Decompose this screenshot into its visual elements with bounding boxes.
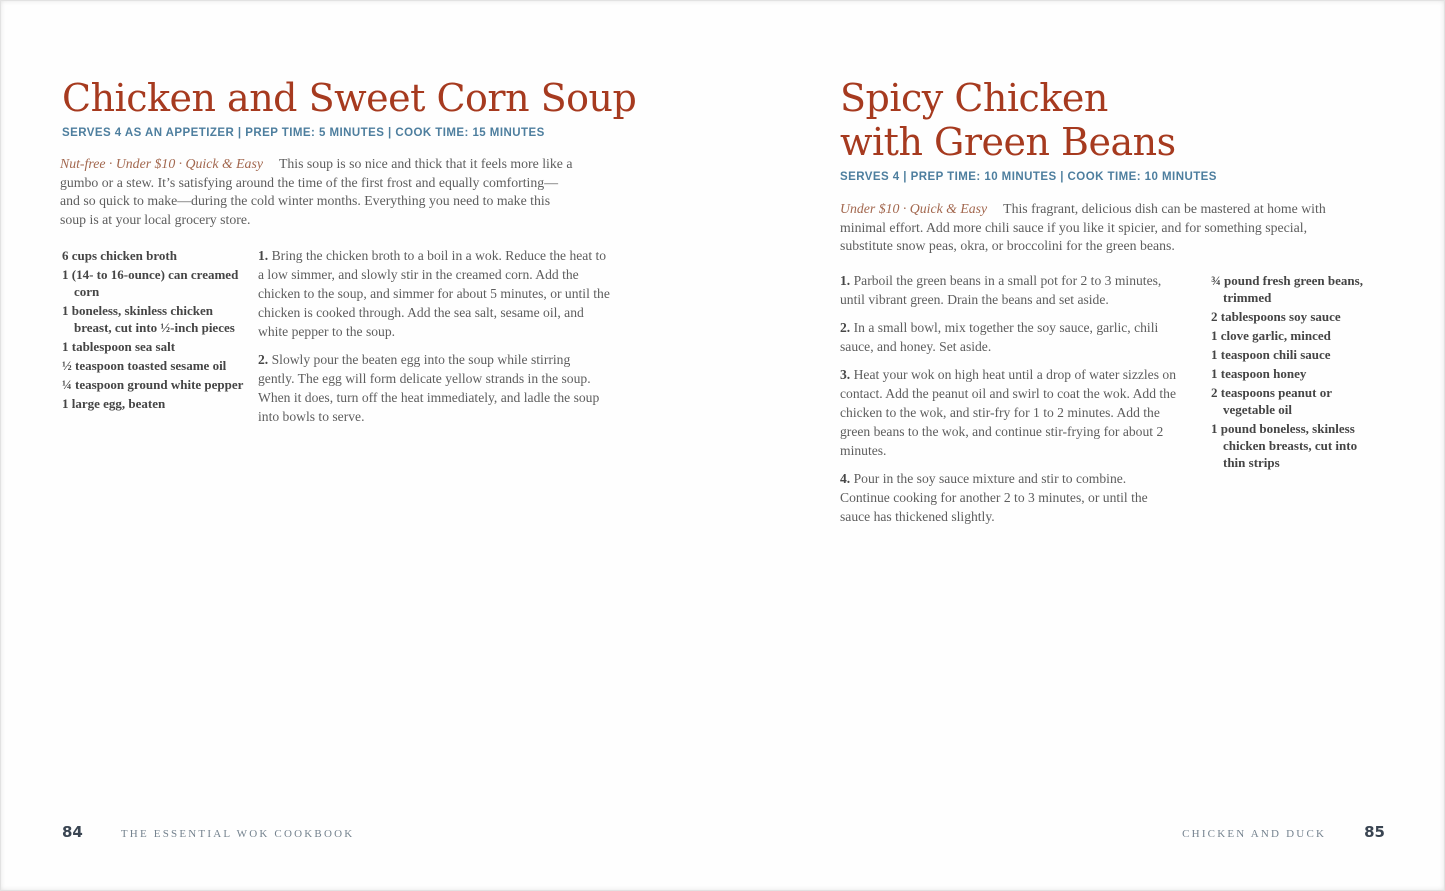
recipe-meta-left: SERVES 4 AS AN APPETIZER | PREP TIME: 5 MINUTES | COOK TIME: 15 MINUTES: [62, 127, 545, 139]
footer-right: [1182, 823, 1385, 841]
ingredient-item: ½ teaspoon toasted sesame oil: [62, 358, 227, 373]
page-number-left: 84: [62, 823, 83, 841]
book-title-footer: THE ESSENTIAL WOK COOKBOOK: [120, 828, 355, 840]
ingredient-item: ¾ pound fresh green beans, trimmed: [1211, 273, 1363, 305]
step-item: [258, 350, 610, 426]
recipe-meta-right: SERVES 4 | PREP TIME: 10 MINUTES | COOK TIME: 10 MINUTES: [840, 171, 1217, 183]
ingredients-list-left: [62, 247, 250, 414]
step-number: 1.: [840, 273, 851, 288]
chapter-footer: CHICKEN AND DUCK: [1182, 828, 1327, 840]
step-number: 3.: [840, 367, 851, 382]
ingredient-item: 2 teaspoons peanut or vegetable oil: [1211, 385, 1332, 417]
intro-text-right: This fragrant, delicious dish can be mastered at home with minimal effort. Add more chili sauce if you like it spicier, and for something special, substitute snow peas, okra, or broccolini for the green beans.: [840, 201, 1326, 254]
ingredients-list-right: [1211, 272, 1369, 473]
step-item: [840, 469, 1178, 526]
diet-tags-right: Under $10 · Quick & Easy: [840, 201, 988, 216]
ingredient-item: 1 boneless, skinless chicken breast, cut into ½-inch pieces: [62, 303, 235, 335]
steps-list-left: [258, 246, 610, 435]
ingredient-item: 2 tablespoons soy sauce: [1211, 309, 1341, 324]
ingredient-item: 1 teaspoon honey: [1211, 366, 1307, 381]
step-number: 1.: [258, 248, 269, 263]
recipe-title-left: Chicken and Sweet Corn Soup: [62, 76, 637, 120]
diet-tags-left: Nut-free · Under $10 · Quick & Easy: [60, 156, 263, 171]
recipe-title-right-line2: with Green Beans: [840, 120, 1176, 164]
ingredient-item: 1 clove garlic, minced: [1211, 328, 1331, 343]
step-text: Pour in the soy sauce mixture and stir to combine. Continue cooking for another 2 to 3 minutes, or until the sauce has thickened slightly.: [840, 471, 1148, 524]
step-item: [258, 246, 610, 341]
ingredient-item: 6 cups chicken broth: [62, 248, 177, 263]
recipe-intro-right: [840, 200, 1356, 256]
footer-left: [62, 823, 354, 841]
step-number: 2.: [258, 352, 269, 367]
page-number-right: 85: [1364, 823, 1385, 841]
ingredient-item: ¼ teaspoon ground white pepper: [62, 377, 244, 392]
ingredient-item: 1 large egg, beaten: [62, 396, 166, 411]
step-item: [840, 271, 1178, 309]
step-text: Slowly pour the beaten egg into the soup while stirring gently. The egg will form delicate yellow strands in the soup. When it does, turn off the heat immediately, and ladle the soup into bowls to serve.: [258, 352, 600, 424]
step-text: In a small bowl, mix together the soy sauce, garlic, chili sauce, and honey. Set aside.: [840, 320, 1159, 354]
step-item: [840, 365, 1178, 460]
intro-text-left: This soup is so nice and thick that it feels more like a gumbo or a stew. It’s satisfying around the time of the first frost and equally comforting—and so quick to make—during the cold winter months. Everything you need to make this soup is at your local grocery store.: [60, 156, 573, 227]
steps-list-right: [840, 271, 1178, 535]
ingredient-item: 1 pound boneless, skinless chicken breasts, cut into thin strips: [1211, 421, 1358, 470]
step-text: Bring the chicken broth to a boil in a wok. Reduce the heat to a low simmer, and slowly stir in the creamed corn. Add the chicken to the soup, and simmer for about 5 minutes, or until the chicken is cooked through. Add the sea salt, sesame oil, and white pepper to the soup.: [258, 248, 610, 339]
recipe-title-right-line1: Spicy Chicken: [840, 76, 1108, 120]
ingredient-item: 1 teaspoon chili sauce: [1211, 347, 1331, 362]
recipe-intro-left: [60, 155, 576, 229]
step-text: Heat your wok on high heat until a drop of water sizzles on contact. Add the peanut oil and swirl to coat the wok. Add the chicken to the wok, and stir-fry for 1 to 2 minutes. Add the green beans to the wok, and continue stir-frying for about 2 minutes.: [840, 367, 1176, 458]
ingredient-item: 1 tablespoon sea salt: [62, 339, 176, 354]
recipe-title-right: [840, 76, 1176, 164]
step-item: [840, 318, 1178, 356]
step-number: 4.: [840, 471, 851, 486]
ingredient-item: 1 (14- to 16-ounce) can creamed corn: [62, 267, 239, 299]
step-text: Parboil the green beans in a small pot for 2 to 3 minutes, until vibrant green. Drain the beans and set aside.: [840, 273, 1162, 307]
step-number: 2.: [840, 320, 851, 335]
